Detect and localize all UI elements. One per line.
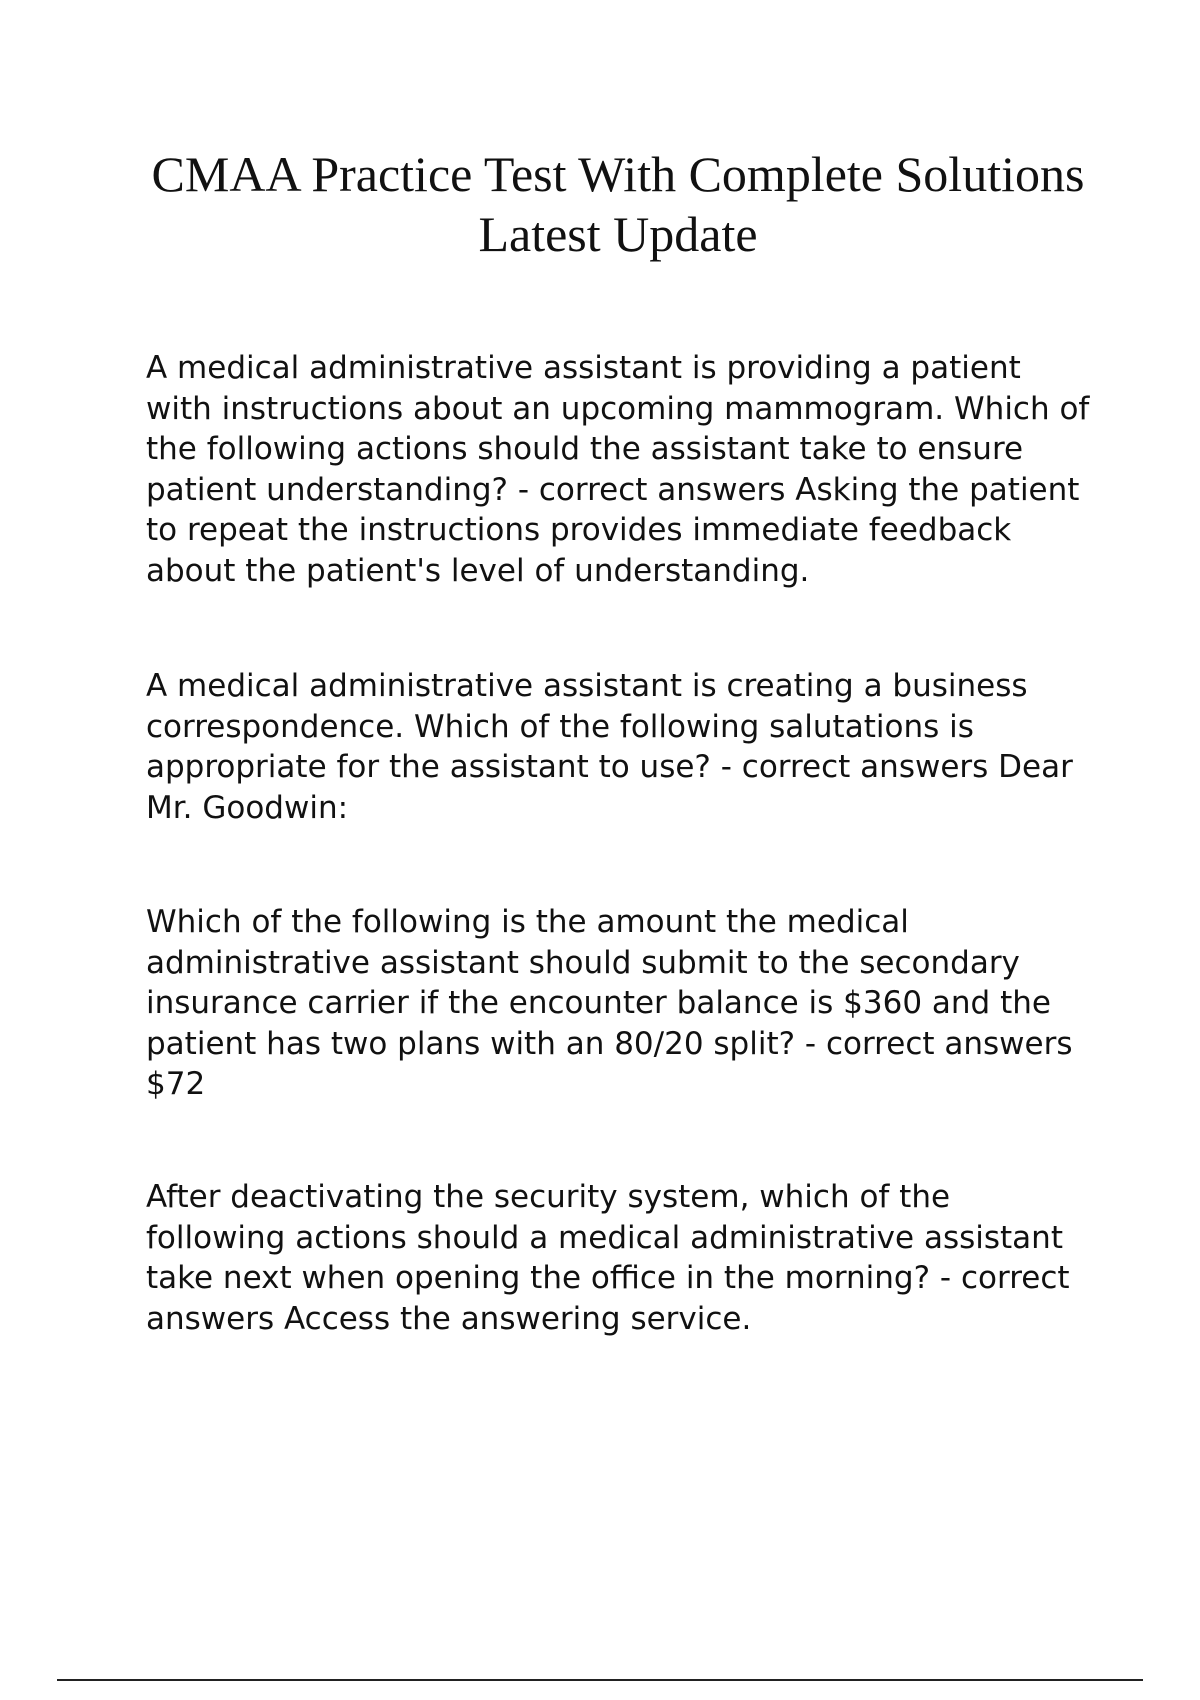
question-text: After deactivating the security system, which of the following actions should a medical administrative assistant take next when opening the office in the morning? xyxy=(146,1179,1063,1296)
qa-entry: A medical administrative assistant is providing a patient with instructions about an upcoming mammogram. Which of the following actions should the assistant take to ensure patient understanding? - correct answers Asking the patient to repeat the instructions provides immediate feedback about the patient's level of understanding. xyxy=(146,350,1090,589)
answer-prefix: correct answers xyxy=(741,749,989,785)
footer-divider xyxy=(57,1679,1143,1681)
answer-text: Asking the patient to repeat the instructions provides immediate feedback about the patient's level of understanding. xyxy=(146,471,1080,589)
qa-entry: Which of the following is the amount the medical administrative assistant should submit to the secondary insurance carrier if the encounter balance is $360 and the patient has two plans with an 80/20 split? - correct answers $72 xyxy=(146,904,1073,1102)
answer-text: Dear Mr. Goodwin: xyxy=(146,749,1073,826)
qa-entry: After deactivating the security system, which of the following actions should a medical administrative assistant take next when opening the office in the morning? - correct answers Access the answering service. xyxy=(146,1179,1070,1337)
question-text: A medical administrative assistant is providing a patient with instructions about an upcoming mammogram. Which of the following actions should the assistant take to ensure patient understanding? xyxy=(146,350,1090,508)
page-title: CMAA Practice Test With Complete Solutions Latest Update xyxy=(151,146,1085,262)
answer-text: Access the answering service. xyxy=(283,1300,752,1337)
answer-text: $72 xyxy=(146,1066,206,1102)
answer-prefix: correct answers xyxy=(825,1025,1073,1062)
answer-prefix: correct answers xyxy=(538,471,786,508)
answer-prefix: correct answers xyxy=(146,1260,1070,1337)
qa-entry: A medical administrative assistant is creating a business correspondence. Which of the following salutations is appropriate for the assistant to use? - correct answers Dear Mr. Goodwin: xyxy=(146,668,1073,826)
question-text: A medical administrative assistant is creating a business correspondence. Which of the following salutations is appropriate for the assistant to use? xyxy=(146,668,1028,785)
question-text: Which of the following is the amount the medical administrative assistant should submit to the secondary insurance carrier if the encounter balance is $360 and the patient has two plans with an 80/20 split? xyxy=(146,904,1051,1062)
